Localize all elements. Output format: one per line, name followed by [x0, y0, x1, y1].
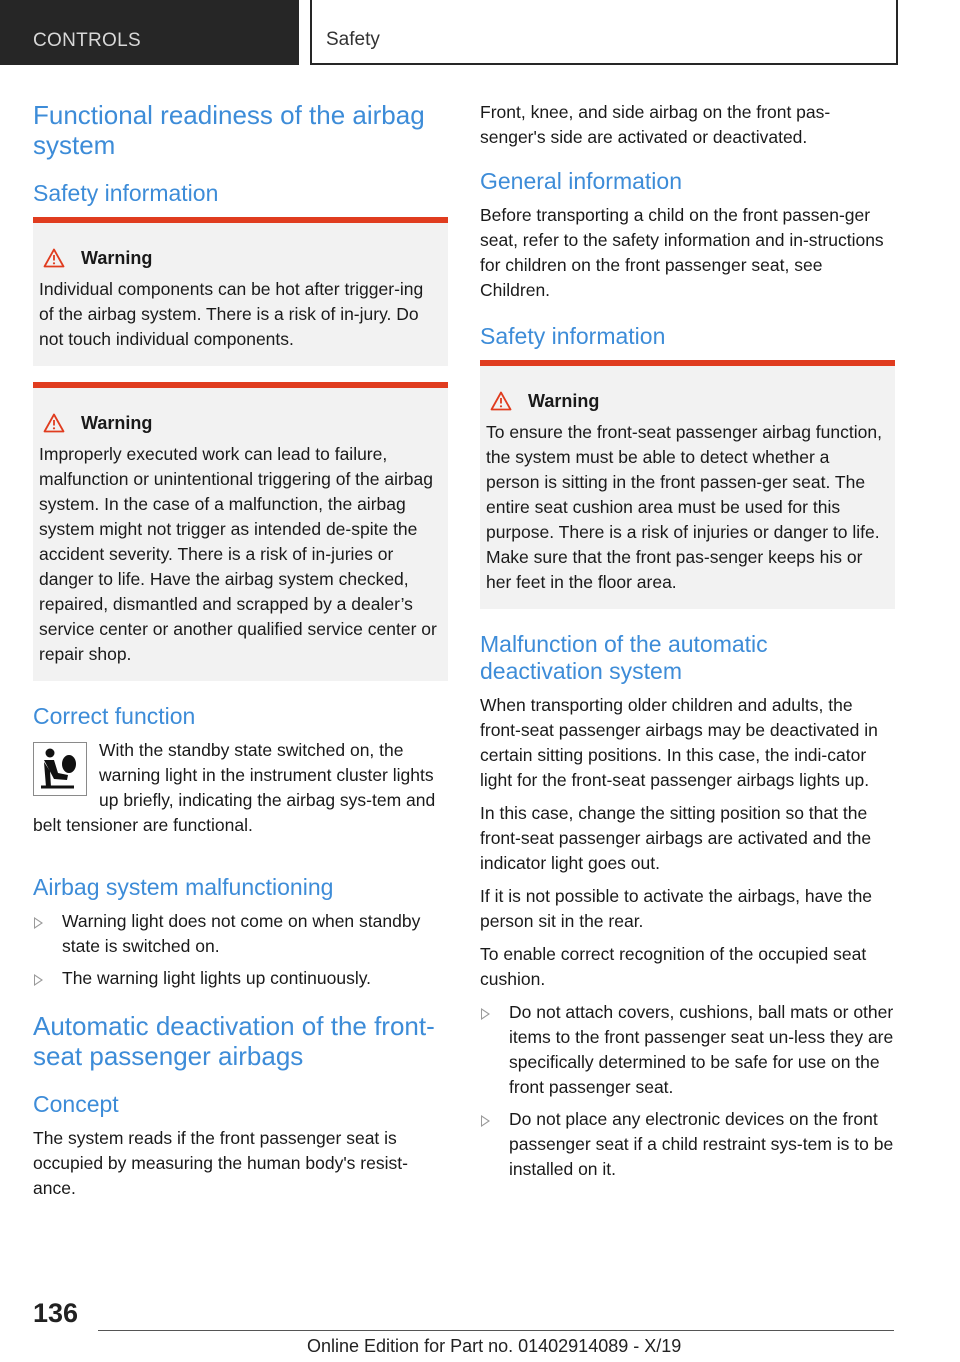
paragraph-older-children: When transporting older children and adults, the front-seat passenger airbags may be deactivated in certain sitting positions. In this case, the indi-cator light for the front-seat passenger airbags lights up.	[480, 695, 878, 790]
warning-text: To ensure the front-seat passenger airbag function, the system must be able to detect whether a person is sitting in the front passen-ger seat. The entire seat cushion area must be used for this purpose. There is a risk of injuries or danger to life. Make sure that the front pas-senger keeps his or her feet in the floor area.	[486, 422, 882, 592]
malfunction-list	[33, 909, 448, 991]
concept-heading: Concept	[33, 1091, 119, 1117]
intro-text: Front, knee, and side airbag on the front pas-senger's side are activated or deactivated.	[480, 102, 831, 147]
warning-triangle-icon	[490, 391, 512, 411]
header-section-label: CONTROLS	[33, 30, 141, 51]
concept-text: The system reads if the front passenger seat is occupied by measuring the human body's resist-ance.	[33, 1128, 408, 1198]
safety-info-heading-right: Safety information	[480, 323, 666, 349]
airbag-warning-light-icon	[33, 742, 87, 796]
list-item: Warning light does not come on when standby state is switched on.	[33, 909, 448, 959]
auto-deactivation-malfunction-heading: Malfunction of the automatic deactivation system	[480, 631, 768, 684]
safety-info-heading: Safety information	[33, 180, 219, 206]
warning-triangle-icon	[43, 413, 65, 433]
triangle-bullet-icon	[481, 1115, 490, 1127]
list-item: Do not place any electronic devices on the front passenger seat if a child restraint sys-tem is to be installed on it.	[480, 1107, 895, 1182]
correct-function-heading: Correct function	[33, 703, 196, 729]
footer-edition: Online Edition for Part no. 01402914089 - X/19	[307, 1336, 682, 1356]
footer-divider	[98, 1330, 894, 1331]
header-subsection-label: Safety	[326, 29, 380, 50]
triangle-bullet-icon	[34, 974, 43, 986]
paragraph-sit-rear: If it is not possible to activate the airbags, have the person sit in the rear.	[480, 886, 873, 931]
list-item: The warning light lights up continuously.	[33, 966, 448, 991]
warning-title: Warning	[486, 390, 885, 412]
recognition-list	[480, 1000, 895, 1182]
correct-function-block	[33, 738, 448, 846]
general-info-text: Before transporting a child on the front passen-ger seat, refer to the safety information and in-structions for children on the front passenger seat, see Children.	[480, 205, 884, 300]
triangle-bullet-icon	[34, 917, 43, 929]
page-number: 136	[33, 1298, 79, 1328]
right-column	[480, 100, 895, 1189]
warning-title: Warning	[39, 412, 438, 434]
airbag-readiness-title: Functional readiness of the airbag system	[33, 100, 425, 160]
warning-box-hot-components	[33, 217, 448, 366]
correct-function-text: With the standby state switched on, the warning light in the instrument cluster lights up briefly, indicating the airbag sys-tem and belt tensioner are functional.	[33, 740, 436, 835]
warning-text: Individual components can be hot after trigger-ing of the airbag system. There is a risk of in-jury. Do not touch individual components.	[39, 279, 424, 349]
triangle-bullet-icon	[481, 1008, 490, 1020]
paragraph-recognition: To enable correct recognition of the occupied seat cushion.	[480, 944, 867, 989]
warning-text: Improperly executed work can lead to failure, malfunction or unintentional triggering of the airbag system. In the case of a malfunction, the airbag system might not trigger as intended de-spite the accident severity. There is a risk of in-juries or danger to life. Have the airbag system checked, repaired, dismantled and scrapped by a dealer’s service center or another qualified service center or repair shop.	[39, 444, 437, 664]
header-section-tab	[0, 0, 299, 65]
list-item: Do not attach covers, cushions, ball mats or other items to the front passenger seat un-less they are specifically determined to be safe for use on the front passenger seat.	[480, 1000, 895, 1100]
left-column	[33, 100, 448, 1209]
warning-title: Warning	[39, 247, 438, 269]
warning-box-improper-work	[33, 382, 448, 681]
auto-deactivation-title: Automatic deactivation of the front-seat passenger airbags	[33, 1011, 435, 1071]
malfunction-heading: Airbag system malfunctioning	[33, 874, 334, 900]
warning-box-seat-detection	[480, 360, 895, 609]
warning-triangle-icon	[43, 248, 65, 268]
paragraph-change-position: In this case, change the sitting position so that the front-seat passenger airbags are activated and the indicator light goes out.	[480, 803, 872, 873]
general-info-heading: General information	[480, 168, 682, 194]
header-subsection-tab	[310, 0, 898, 65]
